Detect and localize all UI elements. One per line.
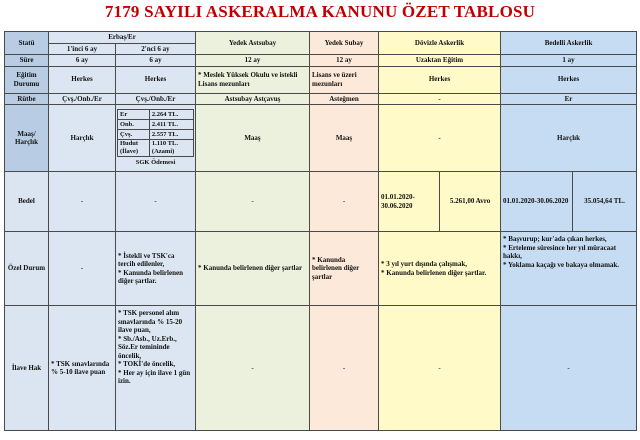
ilave-ikinci-item: * TSK personel alım sınavlarında % 15-20 ilave puan,	[118, 309, 183, 334]
page-title: 7179 SAYILI ASKERALMA KANUNU ÖZET TABLOSU	[104, 2, 536, 21]
rutbe-bedelli: Er	[501, 93, 637, 105]
salary-row	[118, 109, 194, 119]
ilave-astsubay: -	[196, 306, 310, 431]
bedel-bedelli-date: 01.01.2020-30.06.2020	[501, 172, 573, 232]
salary-amount: 2.264 TL.	[149, 109, 193, 119]
ozel-ikinci	[116, 232, 196, 306]
maas-astsubay: Maaş	[196, 105, 310, 172]
bedel-astsubay: -	[196, 172, 310, 232]
bedel-bedelli-amount: 35.054,64 TL.	[573, 172, 637, 232]
egitim-astsubay: * Meslek Yüksek Okulu ve istekli Lisans mezunları	[196, 66, 310, 93]
header-ikinci-6-ay: 2'nci 6 ay	[116, 43, 196, 55]
ilave-birinci: * TSK sınavlarında % 5-10 ilave puan	[49, 306, 116, 431]
ozel-birinci: -	[49, 232, 116, 306]
sure-ikinci: 6 ay	[116, 55, 196, 67]
ozel-ikinci-item: * Kanunda belirlenen diğer şartlar.	[118, 268, 183, 285]
ozel-astsubay: * Kanunda belirlenen diğer şartlar	[196, 232, 310, 306]
ozel-dovizle	[379, 232, 501, 306]
ozel-bedelli-item: * Yoklama kaçağı ve bakaya olmamak.	[503, 260, 620, 269]
rutbe-astsubay: Astsubay Astçavuş	[196, 93, 310, 105]
salary-row	[118, 129, 194, 139]
ilave-subay: -	[310, 306, 379, 431]
sure-astsubay: 12 ay	[196, 55, 310, 67]
maas-ikinci	[116, 105, 196, 172]
bedel-subay: -	[310, 172, 379, 232]
salary-row	[118, 139, 194, 156]
sure-bedelli: 1 ay	[501, 55, 637, 67]
ilave-ikinci-item: * Sb./Asb., Uz.Erb., Söz.Er temininde öncelik,	[118, 334, 177, 360]
ilave-dovizle: -	[379, 306, 501, 431]
rutbe-ikinci: Çvş./Onb./Er	[116, 93, 196, 105]
bedel-birinci: -	[49, 172, 116, 232]
ilave-bedelli: -	[501, 306, 637, 431]
salary-rank: Onb.	[118, 119, 150, 129]
ozel-dovizle-item: * Kanunda belirlenen diğer şartlar.	[381, 268, 487, 277]
salary-rank: Er	[118, 109, 150, 119]
salary-amount: 2.411 TL.	[149, 119, 193, 129]
salary-amount: 2.557 TL.	[149, 129, 193, 139]
salary-rank: Çvş.	[118, 129, 150, 139]
maas-bedelli: Harçlık	[501, 105, 637, 172]
header-yedek-subay: Yedek Subay	[310, 32, 379, 55]
header-erbas-er: Erbaş/Er	[49, 32, 196, 44]
row-label-ozel: Özel Durum	[5, 232, 49, 306]
egitim-ikinci: Herkes	[116, 66, 196, 93]
maas-birinci: Harçlık	[49, 105, 116, 172]
header-birinci-6-ay: 1'inci 6 ay	[49, 43, 116, 55]
summary-table	[4, 31, 637, 431]
egitim-subay: Lisans ve üzeri mezunları	[310, 66, 379, 93]
egitim-bedelli: Herkes	[501, 66, 637, 93]
egitim-dovizle: Herkes	[379, 66, 501, 93]
bedel-dovizle-date: 01.01.2020-30.06.2020	[379, 172, 440, 232]
row-label-egitim: Eğitim Durumu	[5, 66, 49, 93]
row-label-rutbe: Rütbe	[5, 93, 49, 105]
row-label-sure: Süre	[5, 55, 49, 67]
rutbe-birinci: Çvş./Onb./Er	[49, 93, 116, 105]
sure-subay: 12 ay	[310, 55, 379, 67]
egitim-birinci: Herkes	[49, 66, 116, 93]
bedel-ikinci: -	[116, 172, 196, 232]
salary-table	[117, 109, 194, 157]
ozel-bedelli	[501, 232, 637, 306]
header-yedek-astsubay: Yedek Astsubay	[196, 32, 310, 55]
ilave-ikinci-item: * Her ay için ilave 1 gün izin.	[118, 368, 191, 385]
maas-dovizle: -	[379, 105, 501, 172]
header-statu: Statü	[5, 32, 49, 55]
sgk-payment: SGK Ödemesi	[135, 158, 176, 166]
row-label-maas: Maaş/ Harçlık	[5, 105, 49, 172]
header-bedelli-askerlik: Bedelli Askerlik	[501, 32, 637, 55]
row-label-ilave: İlave Hak	[5, 306, 49, 431]
ozel-bedelli-item: * Erteleme süresince her yıl müracaat hakkı,	[503, 243, 617, 260]
ilave-ikinci-item: * TOKİ'de öncelik,	[118, 360, 176, 368]
sure-birinci: 6 ay	[49, 55, 116, 67]
rutbe-dovizle: -	[379, 93, 501, 105]
salary-amount: 1.110 TL. (Azami)	[149, 139, 193, 156]
bedel-dovizle-amount: 5.261,00 Avro	[440, 172, 501, 232]
ilave-ikinci	[116, 306, 196, 431]
ozel-subay: * Kanunda belirlenen diğer şartlar	[310, 232, 379, 306]
row-label-bedel: Bedel	[5, 172, 49, 232]
sure-dovizle: Uzaktan Eğitim	[379, 55, 501, 67]
salary-row	[118, 119, 194, 129]
header-dovizle-askerlik: Dövizle Askerlik	[379, 32, 501, 55]
ozel-bedelli-item: * Başvurup; kur'ada çıkan herkes,	[503, 235, 607, 243]
salary-rank: Hudut (İlave)	[118, 139, 150, 156]
maas-subay: Maaş	[310, 105, 379, 172]
ozel-dovizle-item: * 3 yıl yurt dışında çalışmak,	[381, 260, 467, 268]
rutbe-subay: Asteğmen	[310, 93, 379, 105]
ozel-ikinci-item: * İstekli ve TSK'ca tercih edilenler,	[118, 251, 175, 268]
